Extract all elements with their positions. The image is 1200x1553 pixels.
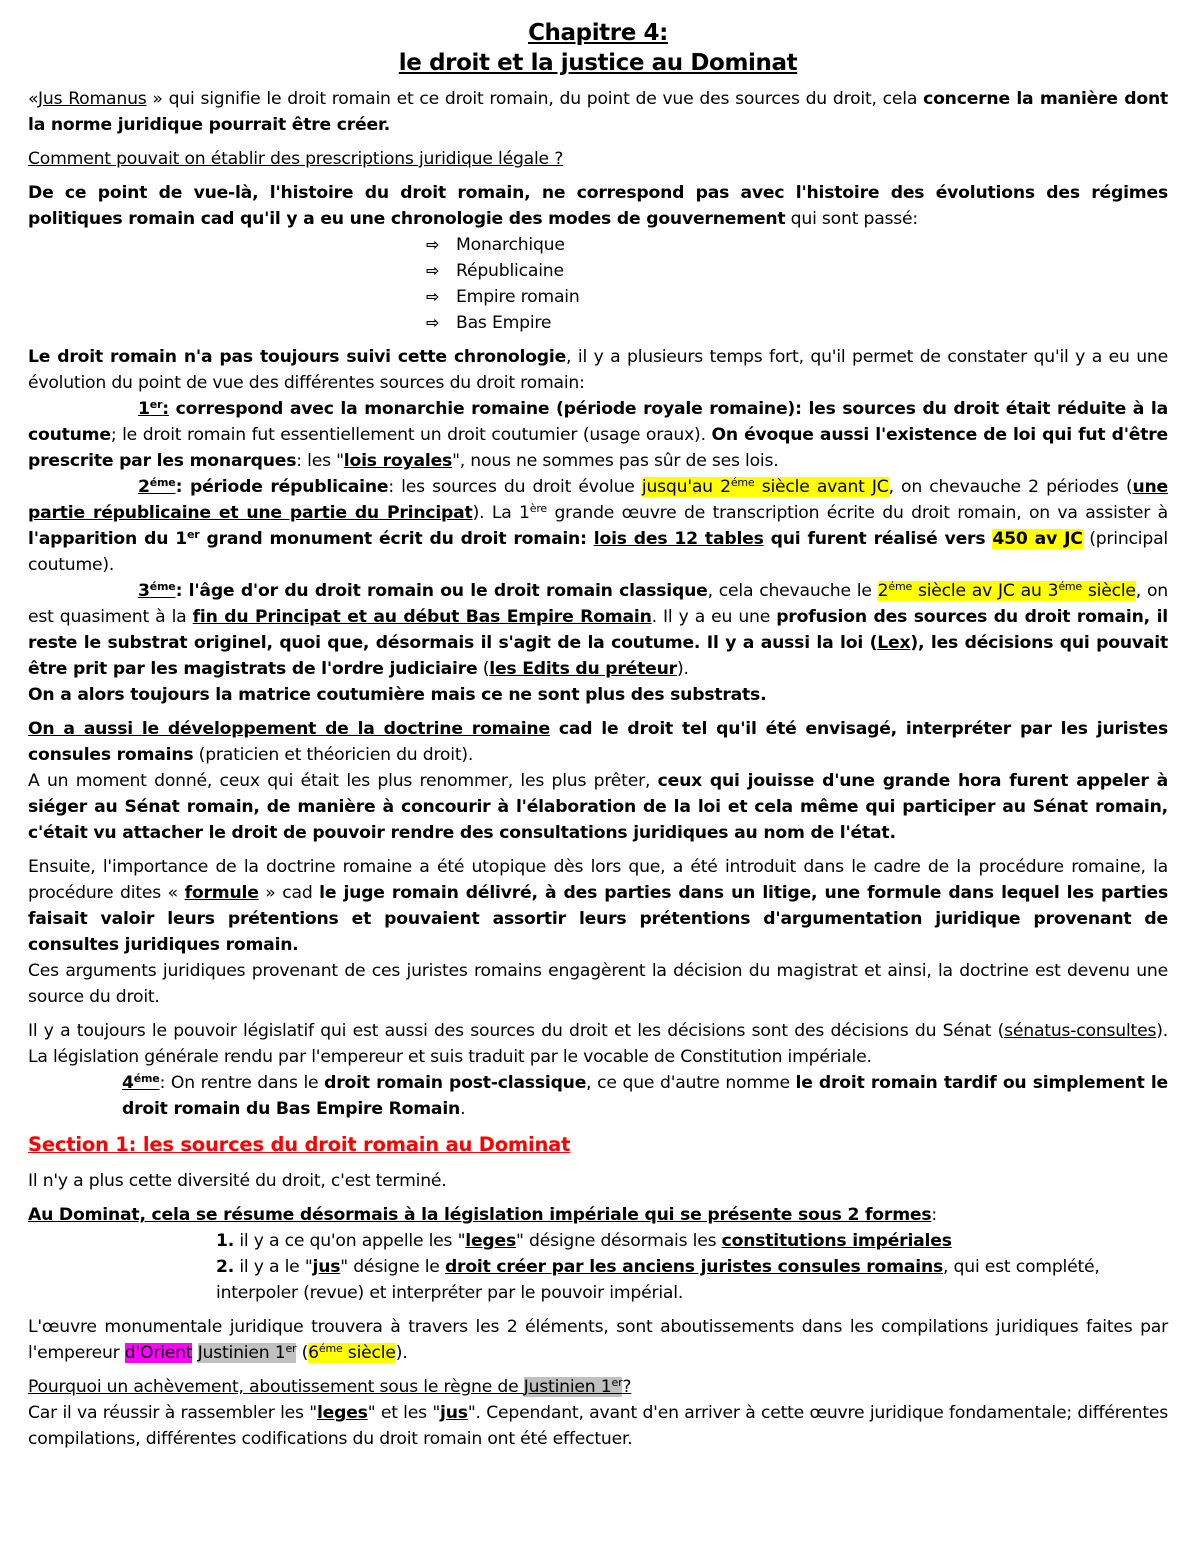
arrow-right-icon: ⇨ <box>426 287 440 306</box>
period-1-number: 1er: <box>138 398 169 419</box>
highlight-yellow: $2^{éme}$ siècle av JC au $3^{éme}$ siècle <box>877 580 1136 601</box>
regime-label: Républicaine <box>456 261 564 281</box>
history-bold: De ce point de vue-là, l'histoire du droit romain, ne correspond pas avec l'histoire des évolutions des régimes politiques romain cad qu'il y a eu une chronologie des modes de gouvernement <box>28 183 1168 229</box>
highlight-yellow: 450 av JC <box>992 529 1083 549</box>
ensuite-paragraph: Ensuite, l'importance de la doctrine romaine a été utopique dès lors que, a été introduit dans le cadre de la procédure romaine, la procédure dites « formule » cad le juge romain délivré, à des parties dans un litige, une formule dans lequel les parties faisait valoir leurs prétentions et pouvaient assortir leurs prétentions d'argumentation juridique provenant de consultes juridiques romain. <box>28 857 1168 955</box>
intro-text: » qui signifie le droit romain et ce droit romain, du point de vue des sources du droit, cela <box>146 89 924 109</box>
arrow-right-icon: ⇨ <box>426 261 440 280</box>
highlight-yellow: jusqu'au $2^{éme}$ siècle avant JC <box>641 476 889 497</box>
lois-12-tables-term: lois des 12 tables <box>593 529 764 549</box>
highlight-gray: Justinien 1er <box>197 1342 297 1363</box>
intro-bold: concerne la manière dont la norme juridique pourrait être créer. <box>28 89 1169 135</box>
period-3-number: $3^{éme}$ <box>138 580 176 601</box>
arguments-paragraph: Ces arguments juridiques provenant de ces juristes romains engagèrent la décision du magistrat et ainsi, la doctrine est devenu une source du droit. <box>28 961 1168 1007</box>
period-2-paragraph: $2^{éme}$: période républicaine: les sources du droit évolue jusqu'au $2^{éme}$ siècle avant JC, on chevauche 2 périodes (une partie républicaine et une partie du Principat). La 1ère grande œuvre de transcription écrite du droit romain, on va assister à l'apparition du 1er grand monument écrit du droit romain: lois des 12 tables qui furent réalisé vers 450 av JC (principal coutume). <box>28 476 1169 575</box>
oeuvre-paragraph: L'œuvre monumentale juridique trouvera à travers les 2 éléments, sont aboutissements dans les compilations juridiques faites par l'empereur d'Orient Justinien 1er ($6^{éme}$ siècle). <box>28 1317 1168 1363</box>
resume-sentence: Au Dominat, cela se résume désormais à la législation impériale qui se présente sous 2 formes: <box>28 1205 937 1225</box>
highlight-yellow: $6^{éme}$ siècle <box>308 1342 396 1363</box>
period-1-paragraph: 1er: correspond avec la monarchie romaine (période royale romaine): les sources du droit était réduite à la coutume; le droit romain fut essentiellement un droit coutumier (usage oraux). On évoque aussi l'existence de loi qui fut d'être prescrite par les monarques: les "lois royales", nous ne sommes pas sûr de ses lois. <box>28 398 1168 471</box>
history-text: qui sont passé: <box>785 209 919 229</box>
list-item <box>426 232 1168 258</box>
chronology-paragraph <box>28 344 1168 396</box>
regime-label: Empire romain <box>456 287 580 307</box>
history-paragraph <box>28 180 1168 232</box>
list-item-jus: 2. il y a le "jus" désigne le droit créer par les anciens juristes consules romains, qui est complété, interpoler (revue) et interpréter par le pouvoir impérial. <box>216 1257 1100 1303</box>
highlight-magenta: d'Orient <box>124 1343 193 1363</box>
chronology-bold: Le droit romain n'a pas toujours suivi cette chronologie <box>28 347 567 367</box>
matrice-sentence: On a alors toujours la matrice coutumière mais ce ne sont plus des substrats. <box>28 685 767 705</box>
jus-romanus-term: Jus Romanus <box>38 89 147 109</box>
highlight-gray: Justinien 1er <box>523 1376 623 1397</box>
chapter-number: Chapitre 4: <box>528 20 668 46</box>
arrow-right-icon: ⇨ <box>426 235 440 254</box>
chapter-heading: le droit et la justice au Dominat <box>398 50 798 76</box>
list-item <box>426 310 1168 336</box>
intro-paragraph <box>28 86 1168 138</box>
chapter-title <box>28 18 1168 78</box>
document-page <box>28 18 1168 1452</box>
legislatif-paragraph: Il y a toujours le pouvoir législatif qui est aussi des sources du droit et les décisions sont des décisions du Sénat (sénatus-consultes). La législation générale rendu par l'empereur et suis traduit par le vocable de Constitution impériale. <box>28 1021 1168 1067</box>
formule-term: formule <box>184 883 259 903</box>
period-2-number: $2^{éme}$ <box>138 476 176 497</box>
chronology-text: , il y a plusieurs temps fort, qu'il permet de constater qu'il y a eu une évolution du point de vue des différentes sources du droit romain: <box>28 347 1168 393</box>
quote-open: « <box>28 89 39 109</box>
regime-label: Bas Empire <box>456 313 552 333</box>
question-heading: Comment pouvait on établir des prescriptions juridique légale ? <box>28 149 564 169</box>
senat-paragraph: A un moment donné, ceux qui était les plus renommer, les plus prêter, ceux qui jouisse d'une grande hora furent appeler à siéger au Sénat romain, de manière à concourir à l'élaboration de la loi et cela même qui participer au Sénat romain, c'était vu attacher le droit de pouvoir rendre des consultations juridiques au nom de l'état. <box>28 771 1168 843</box>
doctrine-paragraph: On a aussi le développement de la doctrine romaine cad le droit tel qu'il été envisagé, interpréter par les juristes consules romains (praticien et théoricien du droit). <box>28 719 1169 765</box>
period-3-paragraph: $3^{éme}$: l'âge d'or du droit romain ou le droit romain classique, cela chevauche le $2^{éme}$ siècle av JC au $3^{éme}$ siècle, on est quasiment à la fin du Principat et au début Bas Empire Romain. Il y a eu une profusion des sources du droit romain, il reste le substrat originel, quoi que, désormais il s'agit de la coutume. Il y a aussi la loi (Lex), les décisions qui pouvait être prit par les magistrats de l'ordre judiciaire (les Edits du préteur). <box>28 580 1168 679</box>
list-item-leges: 1. il y a ce qu'on appelle les "leges" désigne désormais les constitutions impériales <box>216 1231 952 1251</box>
regime-label: Monarchique <box>456 235 565 255</box>
period-4-paragraph: $4^{éme}$: On rentre dans le droit romain post-classique, ce que d'autre nomme le droit romain tardif ou simplement le droit romain du Bas Empire Romain. <box>122 1072 1168 1119</box>
lois-royales-term: lois royales <box>343 451 453 471</box>
plus-sentence: Il n'y a plus cette diversité du droit, c'est terminé. <box>28 1171 447 1191</box>
pourquoi-question: Pourquoi un achèvement, aboutissement sous le règne de Justinien 1er? <box>28 1376 632 1397</box>
list-item <box>426 284 1168 310</box>
section-heading: Section 1: les sources du droit romain au Dominat <box>28 1133 571 1156</box>
car-paragraph: Car il va réussir à rassembler les "leges" et les "jus". Cependant, avant d'en arriver à cette œuvre juridique fondamentale; différentes compilations, différentes codifications du droit romain ont été effectuer. <box>28 1403 1168 1449</box>
regimes-list <box>28 232 1168 336</box>
list-item <box>426 258 1168 284</box>
arrow-right-icon: ⇨ <box>426 313 440 332</box>
period-4-number: $4^{éme}$ <box>122 1072 160 1093</box>
